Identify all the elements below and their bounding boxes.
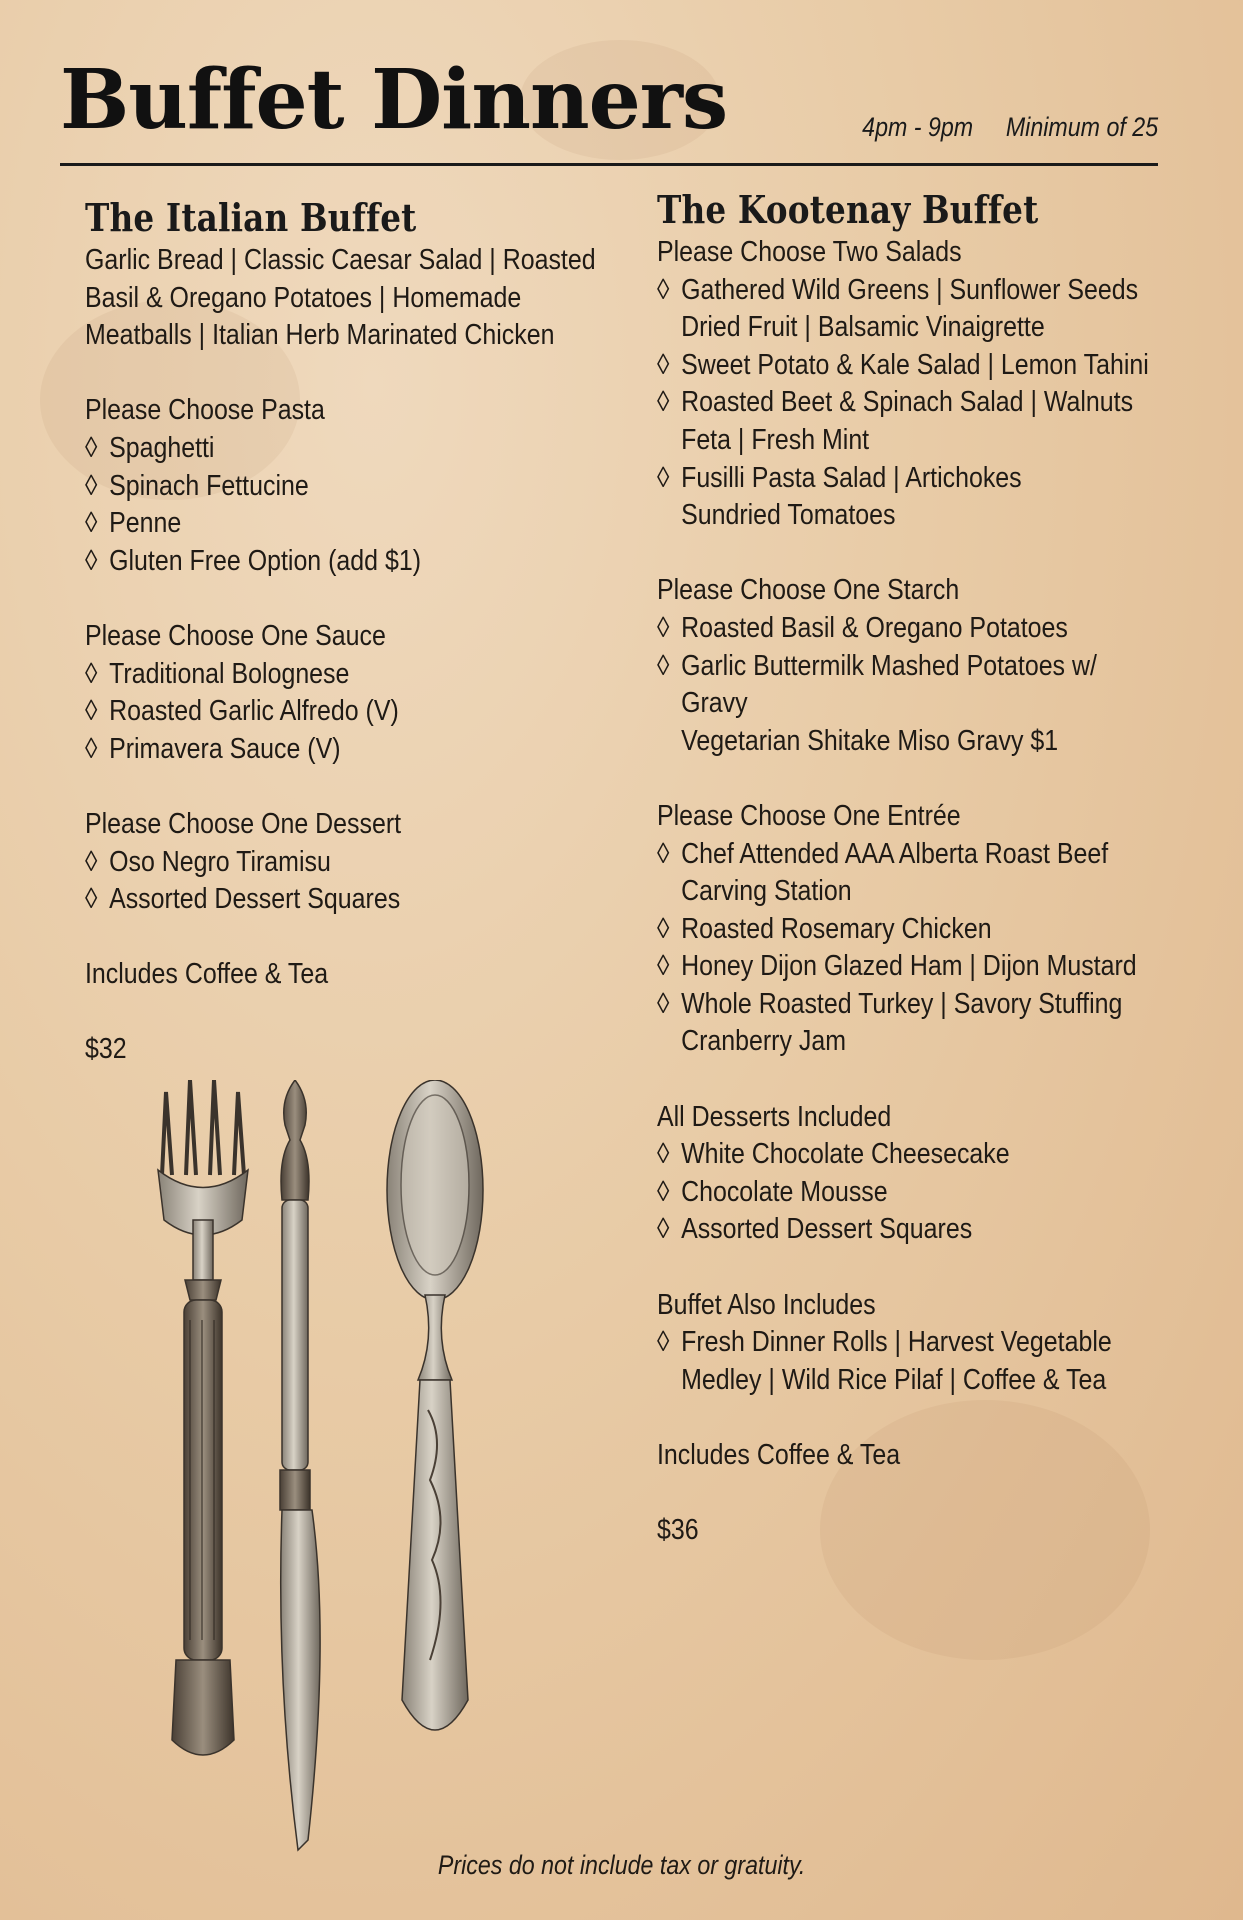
diamond-bullet-icon: ◊ xyxy=(657,611,670,644)
menu-item-text: Garlic Buttermilk Mashed Potatoes w/ xyxy=(681,649,1097,682)
diamond-bullet-icon: ◊ xyxy=(657,1326,670,1359)
diamond-bullet-icon: ◊ xyxy=(657,649,670,682)
menu-item-text: Roasted Rosemary Chicken xyxy=(681,912,992,945)
italian-intro xyxy=(85,242,644,355)
also-includes-label: Buffet Also Includes xyxy=(657,1288,876,1321)
diamond-bullet-icon: ◊ xyxy=(85,507,98,540)
kootenay-includes: Includes Coffee & Tea xyxy=(657,1439,901,1471)
minimum-guests: Minimum of 25 xyxy=(1005,112,1158,142)
menu-item-text: Penne xyxy=(109,507,182,540)
kootenay-dessert-label: All Desserts Included xyxy=(657,1100,892,1133)
kootenay-buffet-heading: The Kootenay Buffet xyxy=(657,187,1039,232)
menu-item xyxy=(85,844,644,882)
text-line: Meatballs | Italian Herb Marinated Chicken xyxy=(85,319,555,352)
page-title: Buffet Dinners xyxy=(60,52,728,148)
menu-item xyxy=(657,272,1216,310)
menu-item-text: Fresh Dinner Rolls | Harvest Vegetable xyxy=(681,1326,1112,1359)
spoon-icon xyxy=(387,1080,483,1730)
menu-item-continuation: Gravy xyxy=(681,687,748,720)
menu-item xyxy=(657,1136,1216,1174)
italian-buffet-section xyxy=(85,196,645,1069)
cutlery-illustration xyxy=(150,1080,530,1860)
menu-item xyxy=(657,1211,1216,1249)
menu-item xyxy=(657,986,1216,1024)
diamond-bullet-icon: ◊ xyxy=(657,950,670,983)
menu-item xyxy=(85,731,644,769)
diamond-bullet-icon: ◊ xyxy=(85,845,98,878)
pasta-label: Please Choose Pasta xyxy=(85,394,325,427)
menu-item-continuation: Cranberry Jam xyxy=(681,1025,847,1058)
italian-price: $32 xyxy=(85,1033,127,1066)
menu-item-text: Spaghetti xyxy=(109,431,215,464)
diamond-bullet-icon: ◊ xyxy=(85,732,98,765)
kootenay-buffet-section xyxy=(657,188,1217,1550)
sauce-label: Please Choose One Sauce xyxy=(85,619,386,652)
menu-item xyxy=(85,656,644,694)
menu-item-text: Sweet Potato & Kale Salad | Lemon Tahini xyxy=(681,348,1149,381)
italian-buffet-heading: The Italian Buffet xyxy=(85,195,417,240)
menu-item xyxy=(85,505,644,543)
menu-item xyxy=(657,384,1216,422)
diamond-bullet-icon: ◊ xyxy=(85,469,98,502)
diamond-bullet-icon: ◊ xyxy=(657,837,670,870)
service-info xyxy=(862,112,1158,143)
menu-item-continuation: Sundried Tomatoes xyxy=(681,499,896,532)
menu-item xyxy=(657,610,1216,648)
italian-includes: Includes Coffee & Tea xyxy=(85,958,329,991)
text-line: Basil & Oregano Potatoes | Homemade xyxy=(85,281,522,314)
italian-dessert-list xyxy=(85,844,644,919)
diamond-bullet-icon: ◊ xyxy=(657,386,670,419)
menu-item-continuation: Medley | Wild Rice Pilaf | Coffee & Tea xyxy=(681,1363,1107,1396)
menu-item-text: Primavera Sauce (V) xyxy=(109,732,341,765)
menu-item xyxy=(85,881,644,919)
menu-item xyxy=(657,1324,1216,1362)
menu-item-text: Honey Dijon Glazed Ham | Dijon Mustard xyxy=(681,950,1137,983)
diamond-bullet-icon: ◊ xyxy=(657,1175,670,1208)
also-includes-list xyxy=(657,1324,1216,1399)
menu-item xyxy=(85,543,644,581)
menu-item-continuation: Vegetarian Shitake Miso Gravy $1 xyxy=(681,724,1059,757)
menu-item xyxy=(657,347,1216,385)
starch-label: Please Choose One Starch xyxy=(657,574,960,607)
diamond-bullet-icon: ◊ xyxy=(85,431,98,464)
menu-item-text: Spinach Fettucine xyxy=(109,469,309,502)
tax-disclaimer: Prices do not include tax or gratuity. xyxy=(437,1850,806,1880)
menu-item-text: Chef Attended AAA Alberta Roast Beef xyxy=(681,837,1109,870)
menu-item-continuation: Dried Fruit | Balsamic Vinaigrette xyxy=(681,311,1045,344)
diamond-bullet-icon: ◊ xyxy=(657,1213,670,1246)
salad-list xyxy=(657,272,1216,535)
menu-item xyxy=(657,836,1216,874)
text-line: Garlic Bread | Classic Caesar Salad | Roasted xyxy=(85,244,596,276)
menu-item xyxy=(657,911,1216,949)
header-divider xyxy=(60,163,1158,166)
entree-label: Please Choose One Entrée xyxy=(657,799,961,832)
kootenay-dessert-list xyxy=(657,1136,1216,1249)
menu-item xyxy=(85,430,644,468)
menu-item-text: Fusilli Pasta Salad | Artichokes xyxy=(681,461,1022,494)
service-hours: 4pm - 9pm xyxy=(862,112,974,142)
starch-list xyxy=(657,610,1216,760)
diamond-bullet-icon: ◊ xyxy=(657,348,670,381)
pasta-list xyxy=(85,430,644,580)
menu-item xyxy=(657,948,1216,986)
knife-icon xyxy=(280,1080,320,1850)
menu-item-text: Roasted Garlic Alfredo (V) xyxy=(109,695,399,728)
diamond-bullet-icon: ◊ xyxy=(657,987,670,1020)
italian-dessert-label: Please Choose One Dessert xyxy=(85,807,402,840)
diamond-bullet-icon: ◊ xyxy=(85,883,98,916)
diamond-bullet-icon: ◊ xyxy=(85,657,98,690)
kootenay-price: $36 xyxy=(657,1514,699,1547)
menu-item-text: Assorted Dessert Squares xyxy=(109,883,401,916)
menu-item-text: White Chocolate Cheesecake xyxy=(681,1138,1010,1171)
menu-item xyxy=(657,648,1216,686)
menu-item-text: Roasted Beet & Spinach Salad | Walnuts xyxy=(681,386,1134,419)
menu-item-text: Gluten Free Option (add $1) xyxy=(109,544,422,577)
menu-item-text: Whole Roasted Turkey | Savory Stuffing xyxy=(681,987,1123,1020)
menu-item-text: Oso Negro Tiramisu xyxy=(109,845,331,878)
fork-icon xyxy=(158,1080,248,1755)
diamond-bullet-icon: ◊ xyxy=(657,1138,670,1171)
menu-item-text: Gathered Wild Greens | Sunflower Seeds xyxy=(681,273,1139,306)
menu-item-text: Traditional Bolognese xyxy=(109,657,350,690)
menu-item xyxy=(85,693,644,731)
menu-item-text: Roasted Basil & Oregano Potatoes xyxy=(681,611,1068,644)
menu-item-continuation: Carving Station xyxy=(681,875,852,908)
diamond-bullet-icon: ◊ xyxy=(657,461,670,494)
diamond-bullet-icon: ◊ xyxy=(85,544,98,577)
salad-label: Please Choose Two Salads xyxy=(657,236,962,268)
menu-item xyxy=(657,460,1216,498)
menu-item xyxy=(657,1174,1216,1212)
sauce-list xyxy=(85,656,644,769)
diamond-bullet-icon: ◊ xyxy=(85,695,98,728)
menu-item-text: Chocolate Mousse xyxy=(681,1175,888,1208)
diamond-bullet-icon: ◊ xyxy=(657,273,670,306)
diamond-bullet-icon: ◊ xyxy=(657,912,670,945)
menu-item-continuation: Feta | Fresh Mint xyxy=(681,423,870,456)
menu-item-text: Assorted Dessert Squares xyxy=(681,1213,973,1246)
entree-list xyxy=(657,836,1216,1062)
menu-item xyxy=(85,468,644,506)
